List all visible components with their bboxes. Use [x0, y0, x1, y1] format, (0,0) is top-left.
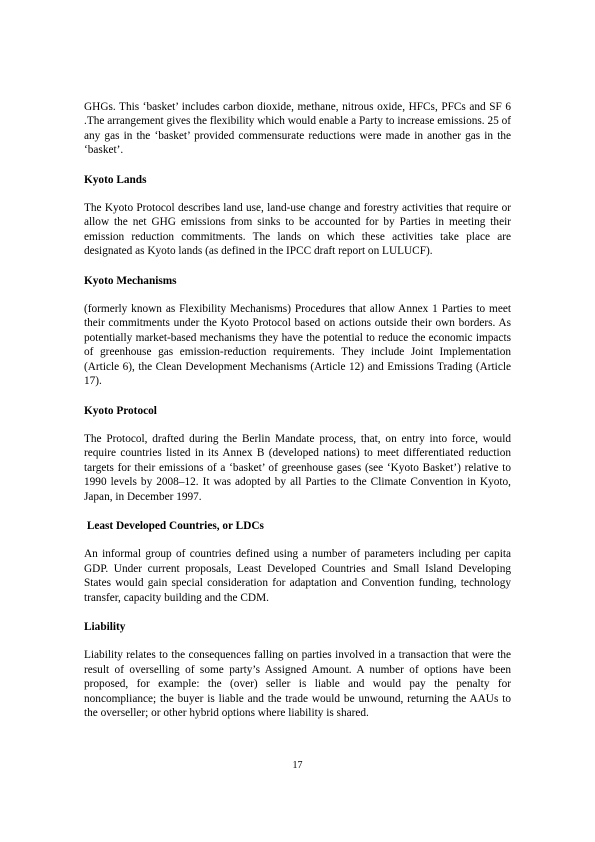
- intro-paragraph: GHGs. This ‘basket’ includes carbon dioxide, methane, nitrous oxide, HFCs, PFCs and SF 6 .The arrangement gives the flexibility which would enable a Party to increase emissions. 25 of any gas in the ‘basket’ provided commensurate reductions were made in another gas in the ‘basket’.: [84, 101, 511, 157]
- page-content: [84, 100, 511, 720]
- body-least-developed-countries: An informal group of countries defined using a number of parameters including per capita GDP. Under current proposals, Least Developed Countries and Small Island Developing States would gain special consideration for adaptation and Convention funding, technology transfer, capacity building and the CDM.: [84, 548, 511, 604]
- heading-least-developed-countries: Least Developed Countries, or LDCs: [84, 519, 264, 532]
- body-liability: Liability relates to the consequences falling on parties involved in a transaction that were the result of overselling of some party’s Assigned Amount. A number of options have been proposed, for example: the (over) seller is liable and would pay the penalty for noncompliance; the buyer is liable and the trade would be unwound, returning the AAUs to the overseller; or other hybrid options where liability is shared.: [84, 649, 511, 719]
- body-kyoto-mechanisms: (formerly known as Flexibility Mechanisms) Procedures that allow Annex 1 Parties to meet their commitments under the Kyoto Protocol based on actions outside their own borders. As potentially market-based mechanisms they have the potential to reduce the economic impacts of greenhouse gas emission-reduction requirements. They include Joint Implementation (Article 6), the Clean Development Mechanisms (Article 12) and Emissions Trading (Article 17).: [84, 303, 511, 388]
- heading-kyoto-mechanisms: Kyoto Mechanisms: [84, 274, 177, 287]
- heading-liability: Liability: [84, 620, 126, 633]
- body-kyoto-lands: The Kyoto Protocol describes land use, land-use change and forestry activities that require or allow the net GHG emissions from sinks to be accounted for by Parties in meeting their emission reduction commitments. The lands on which these activities take place are designated as Kyoto lands (as defined in the IPCC draft report on LULUCF).: [84, 202, 511, 258]
- page-number: 17: [292, 760, 303, 771]
- heading-kyoto-lands: Kyoto Lands: [84, 173, 147, 186]
- body-kyoto-protocol: The Protocol, drafted during the Berlin Mandate process, that, on entry into force, would require countries listed in its Annex B (developed nations) to meet differentiated reduction targets for their emissions of a ‘basket’ of greenhouse gases (see ‘Kyoto Basket’) relative to 1990 levels by 2008–12. It was adopted by all Parties to the Climate Convention in Kyoto, Japan, in December 1997.: [84, 432, 511, 503]
- heading-kyoto-protocol: Kyoto Protocol: [84, 404, 157, 417]
